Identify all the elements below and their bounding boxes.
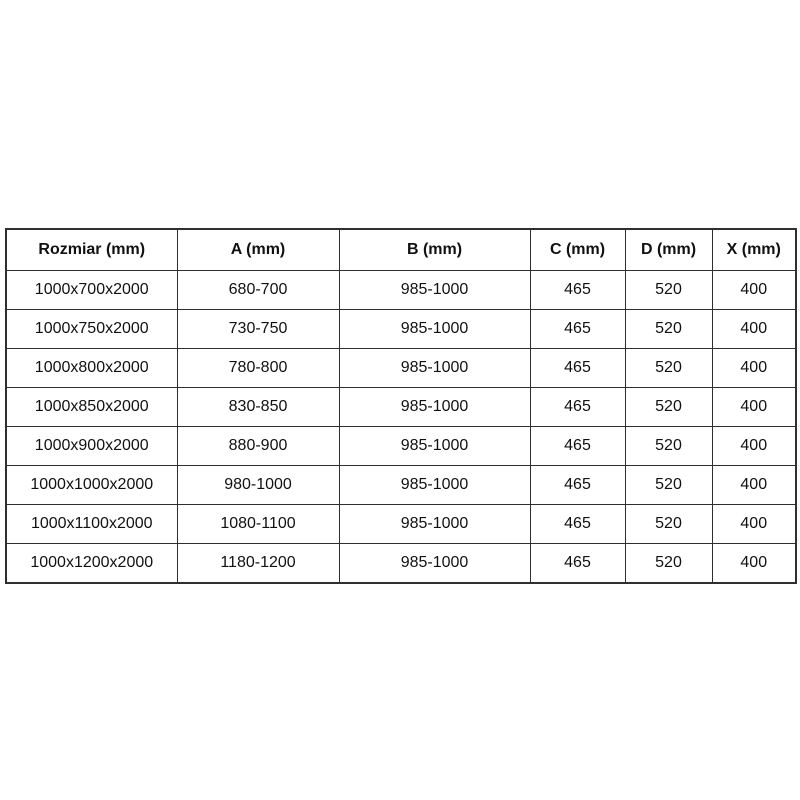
table-cell: 400 <box>712 388 796 427</box>
col-header-d: D (mm) <box>625 229 712 271</box>
table-cell: 985-1000 <box>339 427 530 466</box>
table-cell: 985-1000 <box>339 505 530 544</box>
table-cell: 985-1000 <box>339 271 530 310</box>
table-cell: 465 <box>530 388 625 427</box>
table-cell: 465 <box>530 466 625 505</box>
table-cell: 730-750 <box>177 310 339 349</box>
table-cell: 1180-1200 <box>177 544 339 584</box>
table-row <box>6 427 796 466</box>
table-cell: 465 <box>530 427 625 466</box>
table-cell: 1000x900x2000 <box>6 427 177 466</box>
table-cell: 1000x800x2000 <box>6 349 177 388</box>
table-row <box>6 271 796 310</box>
table-row <box>6 310 796 349</box>
table-header <box>6 229 796 271</box>
table-row <box>6 388 796 427</box>
table-cell: 465 <box>530 349 625 388</box>
table-cell: 880-900 <box>177 427 339 466</box>
table-row <box>6 505 796 544</box>
table-cell: 985-1000 <box>339 388 530 427</box>
col-header-x: X (mm) <box>712 229 796 271</box>
table-cell: 520 <box>625 505 712 544</box>
table-cell: 985-1000 <box>339 544 530 584</box>
table-cell: 1000x1000x2000 <box>6 466 177 505</box>
col-header-c: C (mm) <box>530 229 625 271</box>
table-cell: 830-850 <box>177 388 339 427</box>
table-cell: 1000x700x2000 <box>6 271 177 310</box>
table-cell: 465 <box>530 310 625 349</box>
table-cell: 400 <box>712 466 796 505</box>
table-body <box>6 271 796 584</box>
table-cell: 985-1000 <box>339 310 530 349</box>
table-cell: 680-700 <box>177 271 339 310</box>
dimensions-table <box>5 228 797 584</box>
table-cell: 400 <box>712 505 796 544</box>
table-cell: 1000x850x2000 <box>6 388 177 427</box>
table-row <box>6 466 796 505</box>
table-row <box>6 544 796 584</box>
table-cell: 520 <box>625 427 712 466</box>
table-cell: 400 <box>712 271 796 310</box>
table-header-row <box>6 229 796 271</box>
table-cell: 1000x1200x2000 <box>6 544 177 584</box>
table-cell: 400 <box>712 427 796 466</box>
table-cell: 980-1000 <box>177 466 339 505</box>
table-cell: 780-800 <box>177 349 339 388</box>
col-header-a: A (mm) <box>177 229 339 271</box>
table-cell: 520 <box>625 271 712 310</box>
table-cell: 1000x1100x2000 <box>6 505 177 544</box>
table-cell: 520 <box>625 544 712 584</box>
table-cell: 400 <box>712 544 796 584</box>
table-cell: 465 <box>530 505 625 544</box>
table-cell: 520 <box>625 466 712 505</box>
table-cell: 520 <box>625 310 712 349</box>
col-header-b: B (mm) <box>339 229 530 271</box>
table-cell: 1000x750x2000 <box>6 310 177 349</box>
table-cell: 985-1000 <box>339 466 530 505</box>
table-cell: 520 <box>625 349 712 388</box>
table-row <box>6 349 796 388</box>
table-cell: 465 <box>530 544 625 584</box>
col-header-rozmiar: Rozmiar (mm) <box>6 229 177 271</box>
table-cell: 520 <box>625 388 712 427</box>
table-cell: 465 <box>530 271 625 310</box>
table-cell: 400 <box>712 310 796 349</box>
table-cell: 400 <box>712 349 796 388</box>
table-cell: 1080-1100 <box>177 505 339 544</box>
table-cell: 985-1000 <box>339 349 530 388</box>
